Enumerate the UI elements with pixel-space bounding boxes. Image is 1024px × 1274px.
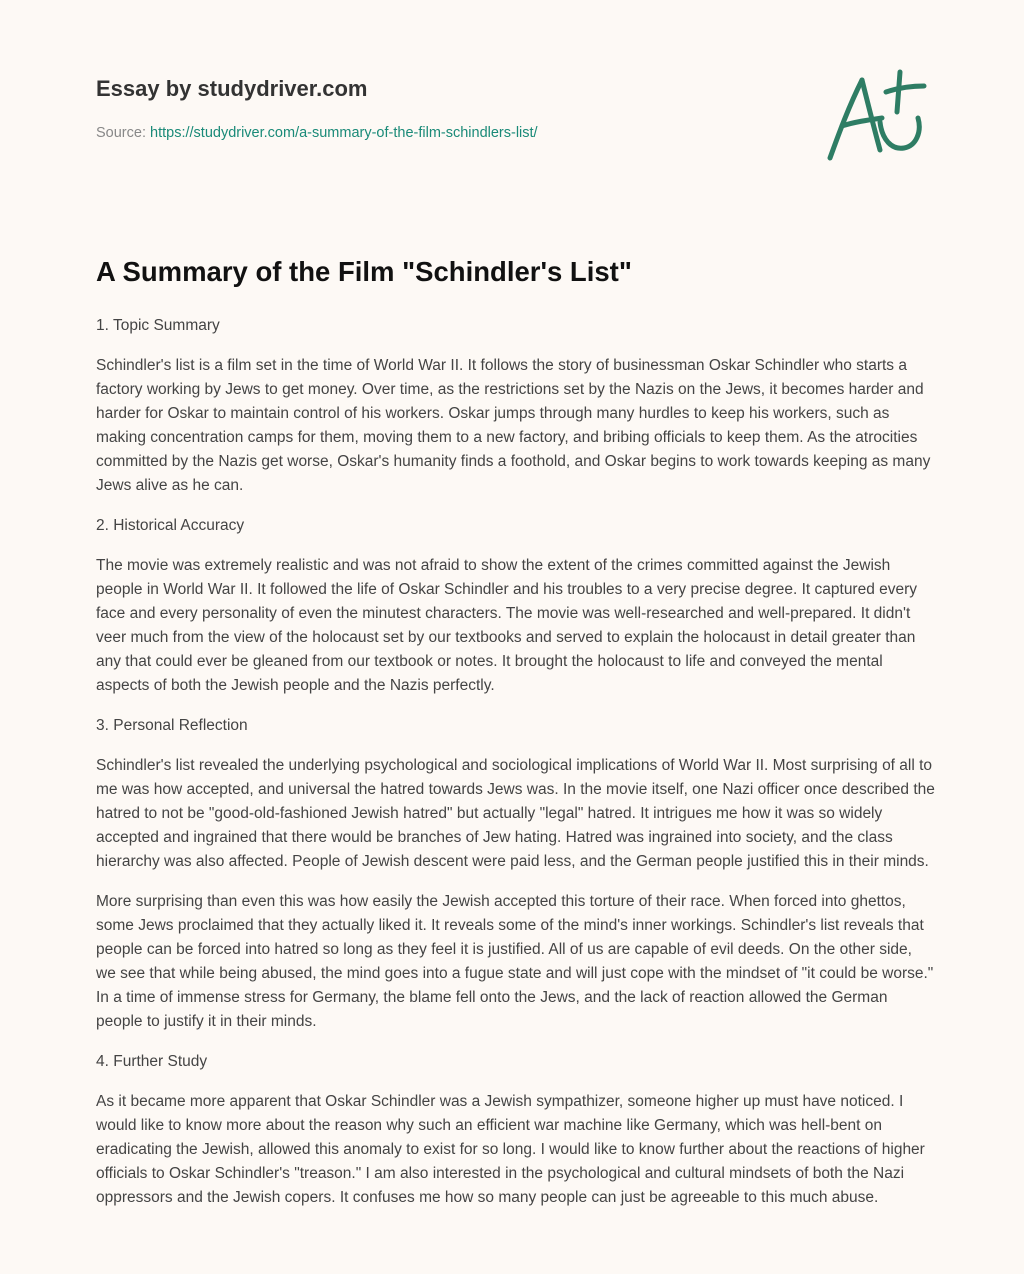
source-line (96, 124, 796, 142)
paragraph-topic-summary: Schindler's list is a film set in the time of World War II. It follows the story of businessman Oskar Schindler who starts a factory working by Jews to get money. Over time, as the restrictions set by the Nazis on the Jews, it becomes harder and harder for Oskar to maintain control of his workers. Oskar jumps through many hurdles to keep his workers, such as making concentration camps for them, moving them to a new factory, and bribing officials to keep them. As the atrocities committed by the Nazis get worse, Oskar's humanity finds a foothold, and Oskar begins to work towards keeping as many Jews alive as he can. (96, 357, 931, 494)
a-plus-logo-icon (820, 66, 930, 166)
source-link[interactable]: https://studydriver.com/a-summary-of-the-film-schindlers-list/ (150, 125, 538, 141)
section-heading-historical-accuracy: 2. Historical Accuracy (96, 517, 245, 534)
paragraph-historical-accuracy: The movie was extremely realistic and was not afraid to show the extent of the crimes committed against the Jewish people in World War II. It followed the life of Oskar Schindler and his troubles to a very precise degree. It captured every face and every personality of even the minutest characters. The movie was well-researched and well-prepared. It didn't veer much from the view of the holocaust set by our textbooks and served to explain the holocaust in detail greater than any that could ever be gleaned from our textbook or notes. It brought the holocaust to life and conveyed the mental aspects of both the Jewish people and the Nazis perfectly. (96, 557, 918, 694)
section-heading-topic-summary: 1. Topic Summary (96, 317, 220, 334)
section-heading-further-study: 4. Further Study (96, 1053, 208, 1070)
essay-content (96, 252, 936, 1226)
paragraph-personal-reflection-2: More surprising than even this was how easily the Jewish accepted this torture of their race. When forced into ghettos, some Jews proclaimed that they actually liked it. It reveals some of the mind's inner workings. Schindler's list reveals that people can be forced into hatred so long as they feel it is justified. All of us are capable of evil deeds. On the other side, we see that while being abused, the mind goes into a fugue state and will just cope with the mindset of "it could be worse." In a time of immense stress for Germany, the blame fell onto the Jews, and the lack of reaction allowed the German people to justify it in their minds. (96, 893, 934, 1030)
site-brand: Essay by studydriver.com (96, 76, 368, 101)
source-label: Source: (96, 125, 146, 141)
site-header (96, 74, 796, 142)
paragraph-further-study: As it became more apparent that Oskar Schindler was a Jewish sympathizer, someone higher up must have noticed. I would like to know more about the reason why such an efficient war machine like Germany, which was hell-bent on eradicating the Jewish, allowed this anomaly to exist for so long. I would like to know further about the reactions of higher officials to Oskar Schindler's "treason." I am also interested in the psychological and cultural mindsets of both the Nazi oppressors and the Jewish copers. It confuses me how so many people can just be agreeable to this much abuse. (96, 1093, 925, 1206)
a-plus-logo (820, 66, 930, 166)
paragraph-personal-reflection-1: Schindler's list revealed the underlying psychological and sociological implications of World War II. Most surprising of all to me was how accepted, and universal the hatred towards Jews was. In the movie itself, one Nazi officer once described the hatred to not be "good-old-fashioned Jewish hatred" but actually "legal" hatred. It intrigues me how it was so widely accepted and ingrained that there would be branches of Jew hating. Hatred was ingrained into society, and the class hierarchy was also affected. People of Jewish descent were paid less, and the German people justified this in their minds. (96, 757, 935, 870)
essay-title: A Summary of the Film "Schindler's List" (96, 256, 632, 287)
section-heading-personal-reflection: 3. Personal Reflection (96, 717, 248, 734)
